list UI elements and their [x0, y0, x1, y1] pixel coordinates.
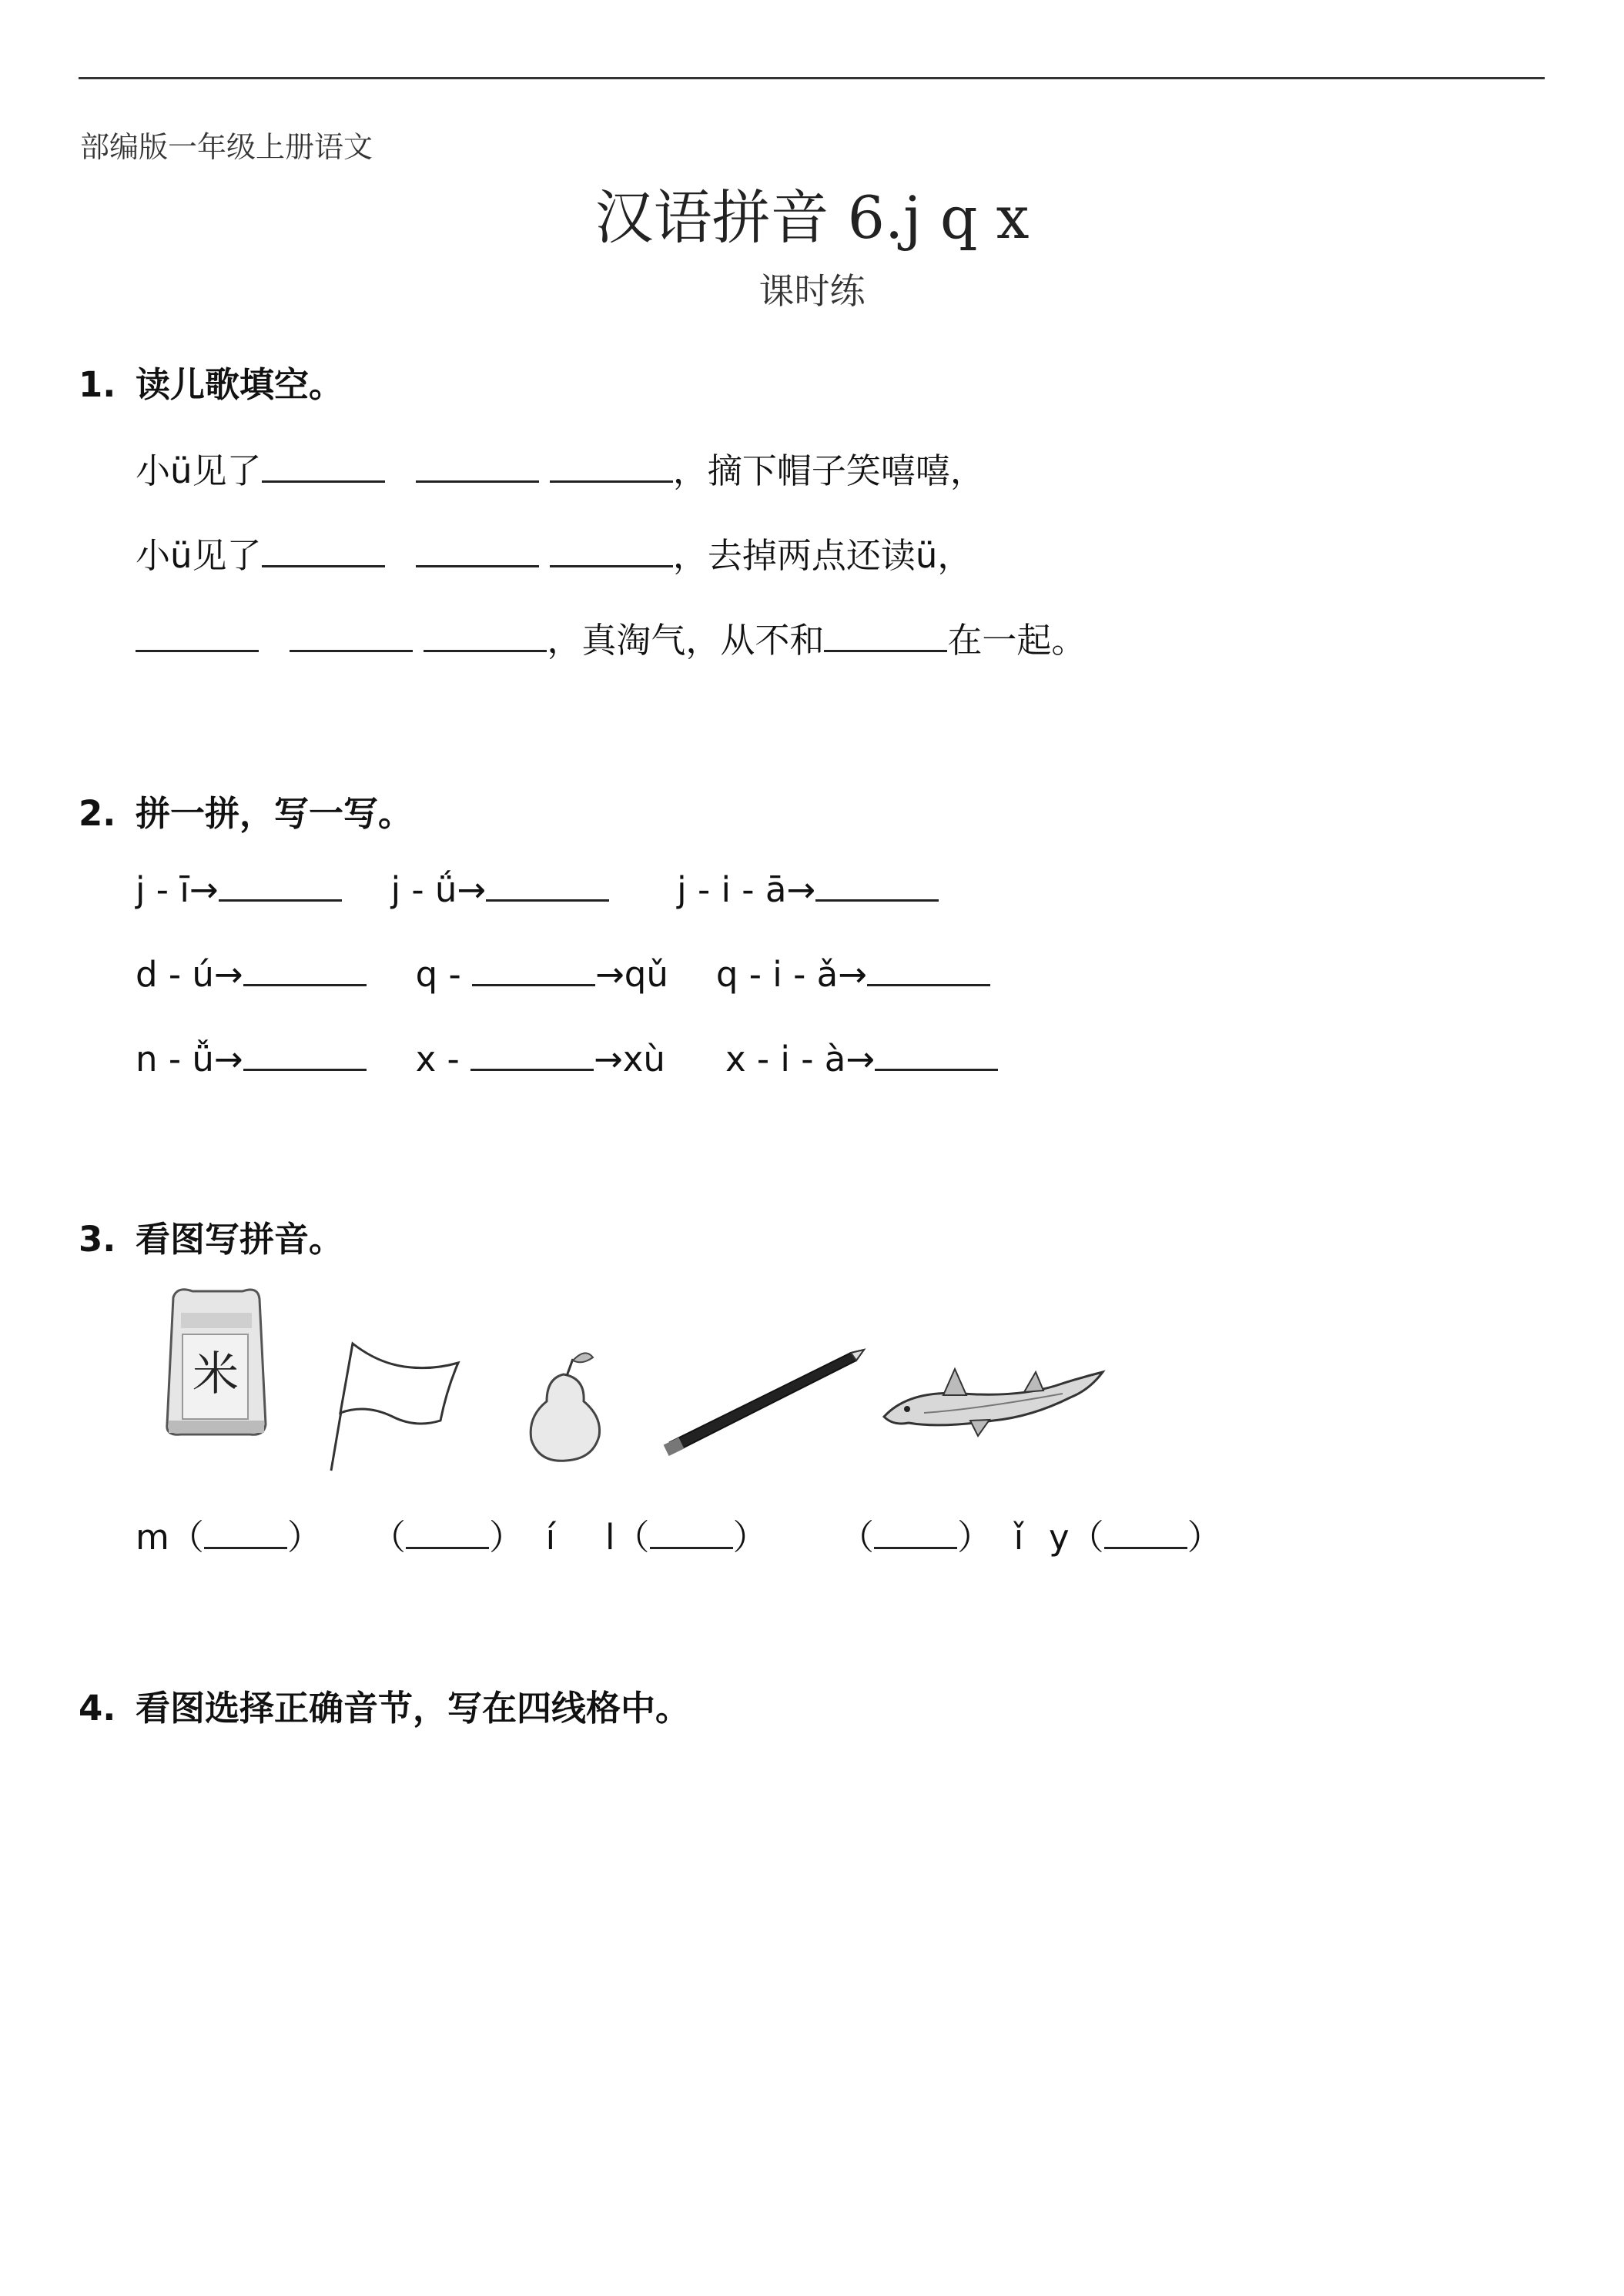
answer-prefix: l（ — [605, 1517, 650, 1558]
answer-blank[interactable] — [416, 450, 539, 483]
answer-blank[interactable] — [472, 953, 595, 986]
question-4-heading — [79, 1680, 690, 1730]
answer-blank[interactable] — [875, 1038, 998, 1071]
answer-suffix: ） í — [489, 1517, 556, 1558]
answer-prefix: （ — [839, 1517, 875, 1558]
q2-row-2 — [136, 953, 990, 995]
pinyin-text: q - — [415, 954, 461, 995]
pinyin-text: →qǔ — [595, 954, 668, 995]
q1-text: 小ü见了 — [136, 450, 262, 491]
answer-suffix: ） — [732, 1517, 768, 1558]
q1-text: 在一起。 — [947, 620, 1087, 661]
question-2-heading — [79, 785, 413, 835]
svg-text:米: 米 — [193, 1347, 239, 1401]
q1-text: 小ü见了 — [136, 535, 262, 576]
pinyin-text: n - ǚ→ — [136, 1039, 243, 1079]
question-number: 2. — [79, 793, 116, 834]
answer-suffix: ） — [286, 1517, 322, 1558]
answer-blank[interactable] — [424, 619, 547, 652]
answer-prefix: y（ — [1049, 1517, 1104, 1558]
answer-blank[interactable] — [486, 869, 609, 902]
pinyin-text: q - i - ǎ→ — [715, 954, 867, 995]
answer-suffix: ） ǐ — [957, 1517, 1024, 1558]
answer-prefix: m（ — [136, 1517, 204, 1558]
answer-suffix: ） — [1187, 1517, 1222, 1558]
q3-answer-1 — [136, 1509, 322, 1559]
answer-blank[interactable] — [874, 1516, 957, 1549]
answer-blank[interactable] — [290, 619, 413, 652]
answer-blank[interactable] — [416, 534, 539, 567]
q2-row-3 — [136, 1038, 998, 1079]
series-label: 部编版一年级上册语文 — [80, 130, 373, 164]
answer-blank[interactable] — [243, 953, 367, 986]
answer-blank[interactable] — [650, 1516, 733, 1549]
page-subtitle: 课时练 — [758, 270, 866, 312]
q1-text: ，真淘气，从不和 — [547, 620, 825, 661]
answer-blank[interactable] — [219, 869, 342, 902]
question-number: 3. — [79, 1219, 116, 1260]
pear-icon — [516, 1344, 616, 1467]
pencil-icon — [662, 1344, 870, 1459]
answer-blank[interactable] — [262, 450, 385, 483]
pinyin-text: →xù — [594, 1039, 665, 1079]
question-1-heading — [79, 356, 343, 407]
question-label: 看图选择正确音节，写在四线格中。 — [136, 1688, 691, 1729]
q3-answer-3 — [605, 1509, 768, 1559]
q1-text: ，摘下帽子笑嘻嘻， — [672, 450, 985, 491]
answer-prefix: （ — [371, 1517, 407, 1558]
q1-line-3 — [136, 612, 1086, 662]
flag-icon — [323, 1336, 470, 1474]
pinyin-text: x - — [415, 1039, 460, 1079]
rice-bag-icon — [158, 1282, 273, 1444]
header-rule — [79, 77, 1545, 79]
answer-blank[interactable] — [262, 534, 385, 567]
answer-blank[interactable] — [824, 619, 947, 652]
pinyin-text: j - i - ā→ — [677, 869, 816, 910]
answer-blank[interactable] — [136, 619, 259, 652]
q3-answer-2 — [371, 1509, 555, 1559]
pinyin-text: d - ú→ — [136, 954, 243, 995]
question-number: 1. — [79, 364, 116, 405]
answer-blank[interactable] — [470, 1038, 594, 1071]
question-label: 读儿歌填空。 — [136, 364, 344, 405]
answer-blank[interactable] — [815, 869, 939, 902]
pinyin-text: x - i - à→ — [725, 1039, 876, 1079]
q2-row-1 — [136, 869, 939, 910]
fish-icon — [878, 1355, 1109, 1440]
question-number: 4. — [79, 1688, 116, 1729]
answer-blank[interactable] — [243, 1038, 367, 1071]
q3-answer-4 — [839, 1509, 1023, 1559]
page-title: 汉语拼音 6.j q x — [594, 183, 1030, 252]
answer-blank[interactable] — [867, 953, 990, 986]
q1-line-2 — [136, 527, 972, 577]
q1-text: ，去掉两点还读ü， — [672, 535, 973, 576]
question-label: 看图写拼音。 — [136, 1219, 344, 1260]
answer-blank[interactable] — [550, 534, 673, 567]
q1-line-1 — [136, 443, 985, 493]
answer-blank[interactable] — [550, 450, 673, 483]
question-3-heading — [79, 1211, 343, 1261]
question-label: 拼一拼，写一写。 — [136, 793, 414, 834]
answer-blank[interactable] — [406, 1516, 489, 1549]
answer-blank[interactable] — [1104, 1516, 1187, 1549]
pinyin-text: j - ī→ — [136, 869, 219, 910]
answer-blank[interactable] — [204, 1516, 287, 1549]
pinyin-text: j - ǘ→ — [390, 869, 487, 910]
q3-answer-5 — [1049, 1509, 1222, 1559]
